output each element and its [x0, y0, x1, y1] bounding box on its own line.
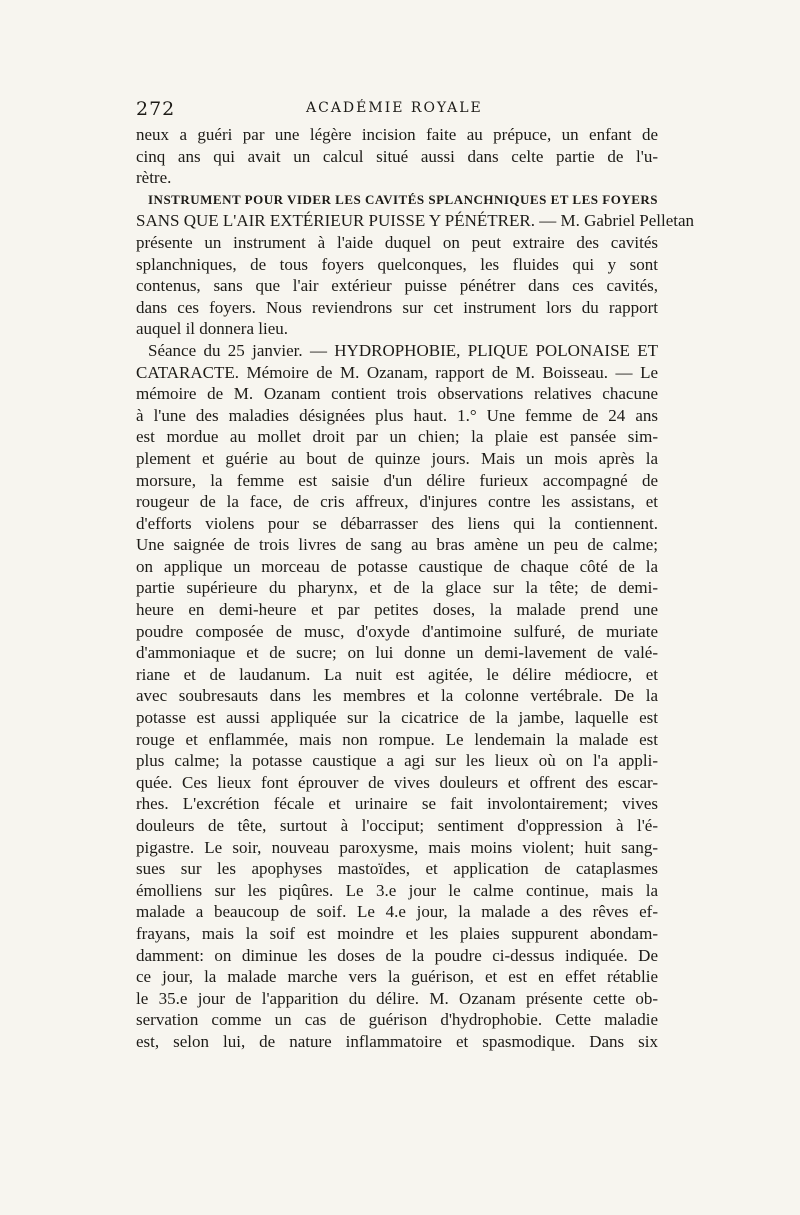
- text-line: d'ammoniaque et de sucre; on lui donne un demi-lavement de valé-: [136, 643, 658, 663]
- text-line: damment: on diminue les doses de la poudre ci-dessus indiquée. De: [136, 945, 658, 965]
- running-head: ACADÉMIE ROYALE: [306, 100, 483, 116]
- text-line: avec soubresauts dans les membres et la colonne vertébrale. De la: [136, 686, 658, 706]
- text-line: plement et guérie au bout de quinze jours. Mais un mois après la: [136, 448, 658, 468]
- text-line: dans ces foyers. Nous reviendrons sur cet instrument lors du rapport: [136, 297, 658, 317]
- section-heading-line: INSTRUMENT POUR VIDER LES CAVITÉS SPLANCHNIQUES ET LES FOYERS: [148, 191, 658, 207]
- text-line: rètre.: [136, 168, 172, 188]
- text-line: ce jour, la malade marche vers la guérison, et est en effet rétablie: [136, 967, 658, 987]
- text-line: le 35.e jour de l'apparition du délire. M. Ozanam présente cette ob-: [136, 988, 658, 1008]
- page-number: 272: [136, 98, 176, 120]
- text-line: CATARACTE. Mémoire de M. Ozanam, rapport de M. Boisseau. — Le: [136, 362, 658, 382]
- text-line: douleurs de tête, surtout à l'occiput; sentiment d'oppression à l'é-: [136, 816, 658, 835]
- text-line: heure en demi-heure et par petites doses, la malade prend une: [136, 600, 658, 620]
- text-line: plus calme; la potasse caustique a agi sur les lieux où on l'a appli-: [136, 751, 658, 771]
- text-line: partie supérieure du pharynx, et de la glace sur la tête; de demi-: [136, 578, 658, 598]
- page-header: [136, 98, 656, 122]
- text-line: potasse est aussi appliquée sur la cicatrice de la jambe, laquelle est: [136, 708, 658, 728]
- text-line: quée. Ces lieux font éprouver de vives douleurs et offrent des escar-: [136, 772, 658, 792]
- text-line: pigastre. Le soir, nouveau paroxysme, mais moins violent; huit sang-: [136, 837, 658, 857]
- text-line: poudre composée de musc, d'oxyde d'antimoine sulfuré, de muriate: [136, 621, 658, 641]
- text-line: splanchniques, de tous foyers quelconques, les fluides qui y sont: [136, 254, 658, 274]
- text-line: rhes. L'excrétion fécale et urinaire se fait involontairement; vives: [136, 794, 658, 814]
- text-line: cinq ans qui avait un calcul situé aussi dans celte partie de l'u-: [136, 146, 658, 166]
- text-line: riane et de laudanum. La nuit est agitée, le délire médiocre, et: [136, 664, 658, 684]
- text-line: rougeur de la face, de cris affreux, d'injures contre les assistans, et: [136, 492, 658, 512]
- text-line: neux a guéri par une légère incision faite au prépuce, un enfant de: [136, 125, 658, 144]
- text-line: est, selon lui, de nature inflammatoire et spasmodique. Dans six: [136, 1031, 658, 1051]
- text-line: est mordue au mollet droit par un chien; la plaie est pansée sim-: [136, 427, 658, 447]
- text-line: servation comme un cas de guérison d'hydrophobie. Cette maladie: [136, 1010, 658, 1030]
- text-line: Une saignée de trois livres de sang au bras amène un peu de calme;: [136, 535, 658, 555]
- text-line: d'efforts violens pour se débarrasser des liens qui la contiennent.: [136, 513, 658, 533]
- text-line: malade a beaucoup de soif. Le 4.e jour, la malade a des rêves ef-: [136, 902, 658, 922]
- text-line: présente un instrument à l'aide duquel on peut extraire des cavités: [136, 232, 658, 252]
- text-line: frayans, mais la soif est moindre et les plaies suppurent abondam-: [136, 923, 658, 943]
- text-line: rouge et enflammée, mais non rompue. Le lendemain la malade est: [136, 729, 658, 749]
- text-line: à l'une des maladies désignées plus haut. 1.° Une femme de 24 ans: [136, 405, 658, 425]
- text-line: mémoire de M. Ozanam contient trois observations relatives chacune: [136, 384, 658, 404]
- text-line: morsure, la femme est saisie d'un délire furieux accompagné de: [136, 470, 658, 490]
- text-line: on applique un morceau de potasse caustique de chaque côté de la: [136, 556, 658, 576]
- text-line: contenus, sans que l'air extérieur puisse pénétrer dans ces cavités,: [136, 276, 658, 296]
- text-line: auquel il donnera lieu.: [136, 319, 289, 339]
- session-heading-line: Séance du 25 janvier. — HYDROPHOBIE, PLIQUE POLONAISE ET: [148, 340, 658, 360]
- text-line: émolliens sur les piqûres. Le 3.e jour le calme continue, mais la: [136, 880, 658, 900]
- body-text: [136, 124, 695, 1053]
- text-line: sues sur les apophyses mastoïdes, et application de cataplasmes: [136, 859, 658, 879]
- section-heading-line: SANS QUE L'AIR EXTÉRIEUR PUISSE Y PÉNÉTRER. — M. Gabriel Pelletan: [136, 211, 695, 231]
